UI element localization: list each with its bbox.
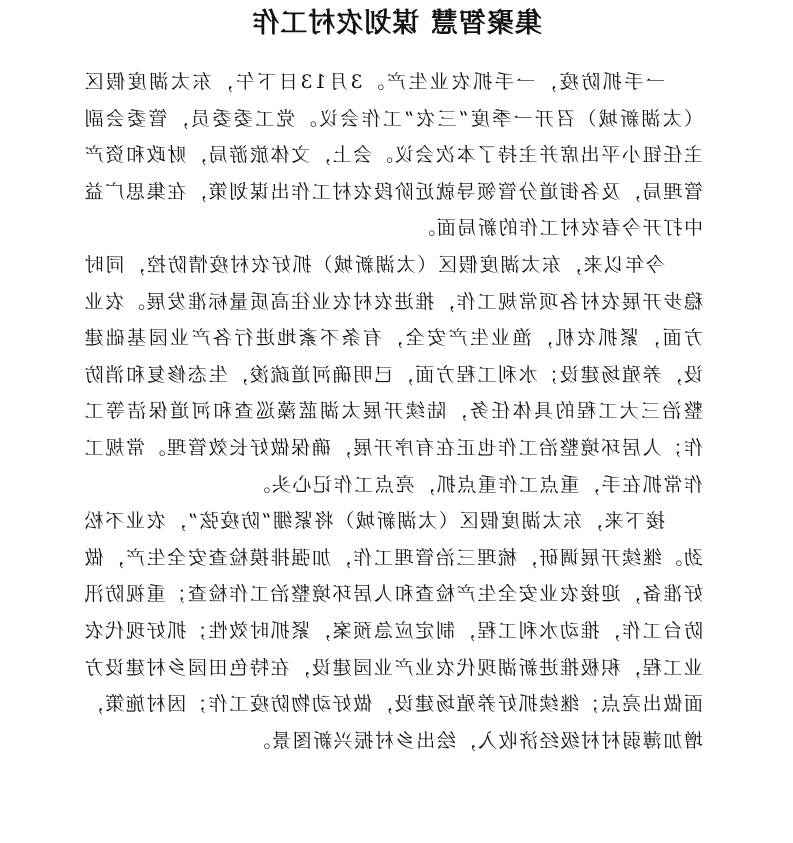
- article-body: [83, 64, 703, 759]
- page-title: 集聚智慧 谋划农村工作: [251, 8, 542, 39]
- paragraph-2: 今年以来，东太湖度假区（太湖新城）抓好农村疫情防控，同时稳步开展农村各项常规工作，推进农村农业往高质量标准发展。农业方面，紧抓农机，渔业生产安全，有条不紊地进行各产业园基础建设，养殖场建设；水利工程方面，已明确河道疏浚，生态修复和消防整治三大工程的具体任务，陆续开展太湖蓝藻巡查和河道保洁等工作；人居环境整治工作也正在有序开展，确保做好长效管理。常规工作常抓在手，重点工作重点抓，亮点工作记心头。: [83, 253, 703, 496]
- paragraph-1: 一手抓防疫，一手抓农业生产。3月13日下午，东太湖度假区（太湖新城）召开一季度“三农”工作会议。党工委委员，管委会副主任钮小平出席并主持了本次会议。会上，文体旅游局，财政和资产管理局，及各街道分管领导就近阶段农村工作出谋划策，在集思广益中打开今春农村工作的新局面。: [83, 71, 703, 240]
- paragraph-3: 接下来，东太湖度假区（太湖新城）将紧绷“防疫弦”，农业不松劲。继续开展调研，梳理三治管理工作，加强排摸检查安全生产，做好准备，迎接农业安全生产检查和人居环境整治工作检查；重视防汛防台工作，推动水利工程，制定应急预案，紧抓时效性；抓好现代农业工程，积极推进新湖现代农业产业园建设，在特色田园乡村建设方面做出亮点；继续抓好养殖场建设，做好动物防疫工作；因村施策，增加薄弱村村级经济收入，绘出乡村振兴新图景。: [83, 510, 703, 752]
